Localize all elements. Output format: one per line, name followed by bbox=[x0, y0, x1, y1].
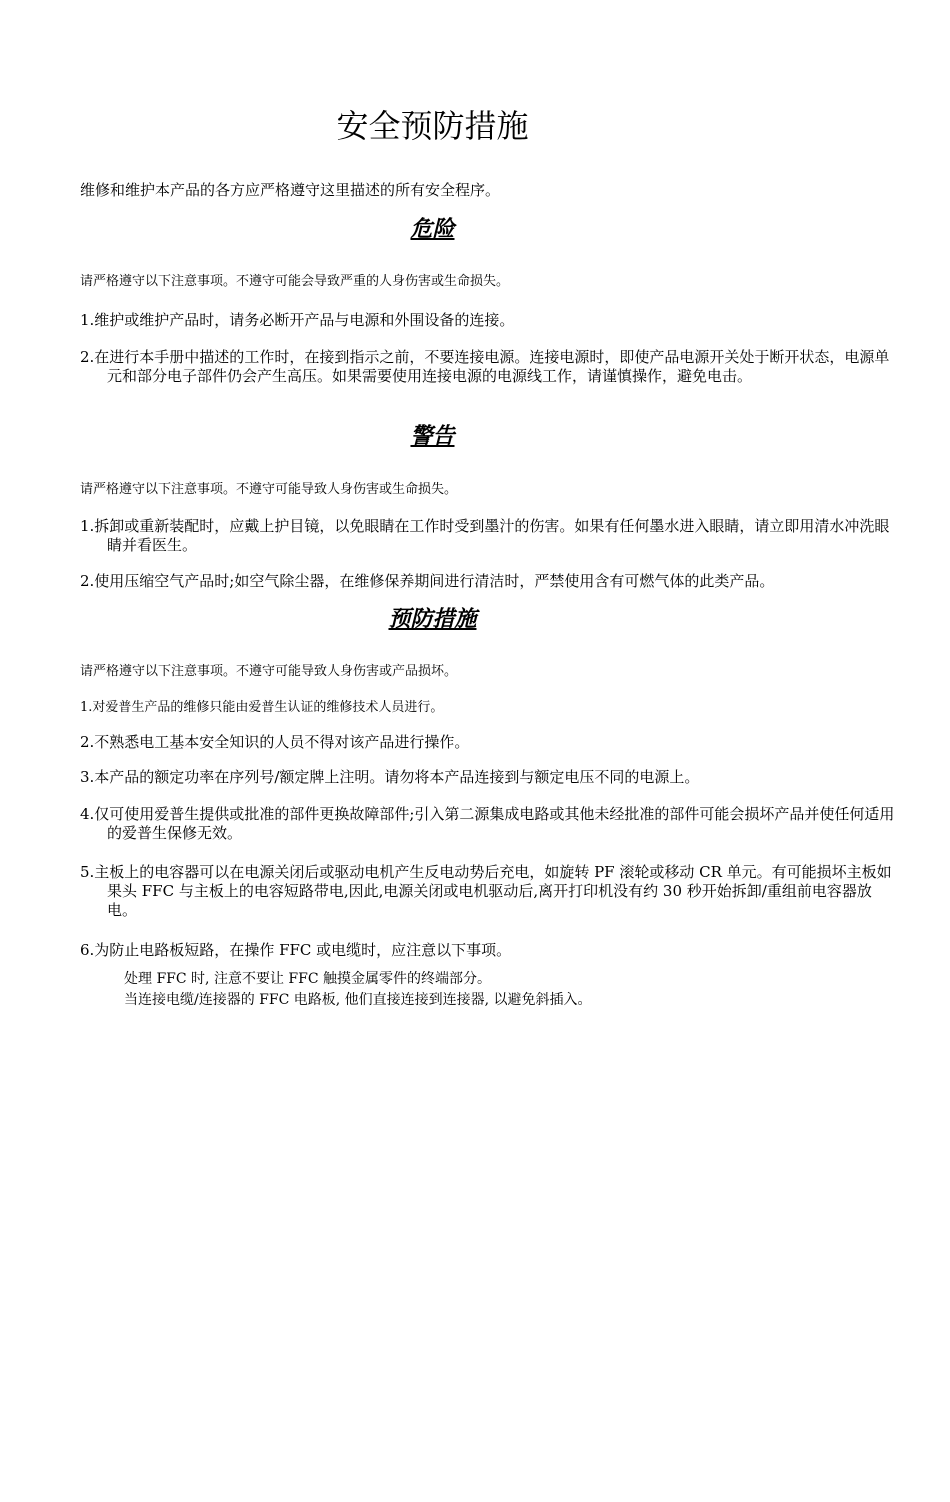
precautions-heading: 预防措施 bbox=[388, 606, 477, 632]
danger-heading: 危险 bbox=[410, 216, 455, 242]
intro-text: 维修和维护本产品的各方应严格遵守这里描述的所有安全程序。 bbox=[80, 181, 501, 199]
page-title: 安全预防措施 bbox=[336, 107, 529, 145]
precautions-lead: 请严格遵守以下注意事项。不遵守可能导致人身伤害或产品损坏。 bbox=[80, 664, 458, 679]
warning-item-2: 2.使用压缩空气产品时;如空气除尘器，在维修保养期间进行清洁时，严禁使用含有可燃气体的此类产品。 bbox=[80, 572, 775, 590]
precautions-item-2: 2.不熟悉电工基本安全知识的人员不得对该产品进行操作。 bbox=[80, 733, 470, 751]
precautions-item-1: 1.对爱普生产品的维修只能由爱普生认证的维修技术人员进行。 bbox=[80, 700, 444, 715]
precautions-item-3: 3.本产品的额定功率在序列号/额定牌上注明。请勿将本产品连接到与额定电压不同的电源上。 bbox=[80, 768, 700, 786]
warning-lead: 请严格遵守以下注意事项。不遵守可能导致人身伤害或生命损失。 bbox=[80, 482, 458, 497]
danger-item-1: 1.维护或维护产品时，请务必断开产品与电源和外围设备的连接。 bbox=[80, 311, 515, 329]
warning-heading: 警告 bbox=[410, 423, 455, 449]
precautions-item-4: 4.仅可使用爱普生提供或批准的部件更换故障部件;引入第二源集成电路或其他未经批准的部件可能会损坏产品并使任何适用的爱普生保修无效。 bbox=[80, 805, 895, 842]
warning-item-1: 1.拆卸或重新装配时，应戴上护目镜，以免眼睛在工作时受到墨汁的伤害。如果有任何墨水进入眼睛，请立即用清水冲洗眼睛并看医生。 bbox=[80, 517, 890, 554]
precautions-sub-item-2: 当连接电缆/连接器的 FFC 电路板, 他们直接连接到连接器, 以避免斜插入。 bbox=[124, 992, 592, 1008]
precautions-sub-item-1: 处理 FFC 时, 注意不要让 FFC 触摸金属零件的终端部分。 bbox=[124, 971, 491, 987]
danger-item-2: 2.在进行本手册中描述的工作时，在接到指示之前，不要连接电源。连接电源时，即使产品电源开关处于断开状态，电源单元和部分电子部件仍会产生高压。如果需要使用连接电源的电源线工作，请谨慎操作，避免电击。 bbox=[80, 348, 890, 385]
danger-lead: 请严格遵守以下注意事项。不遵守可能会导致严重的人身伤害或生命损失。 bbox=[80, 274, 510, 289]
precautions-item-6: 6.为防止电路板短路，在操作 FFC 或电缆时，应注意以下事项。 bbox=[80, 941, 512, 959]
precautions-item-5: 5.主板上的电容器可以在电源关闭后或驱动电机产生反电动势后充电，如旋转 PF 滚轮或移动 CR 单元。有可能损坏主板如果头 FFC 与主板上的电容短路带电,因此,电源关闭或电机驱动后,离开打印机没有约 30 秒开始拆卸/重组前电容器放电。 bbox=[80, 863, 892, 919]
